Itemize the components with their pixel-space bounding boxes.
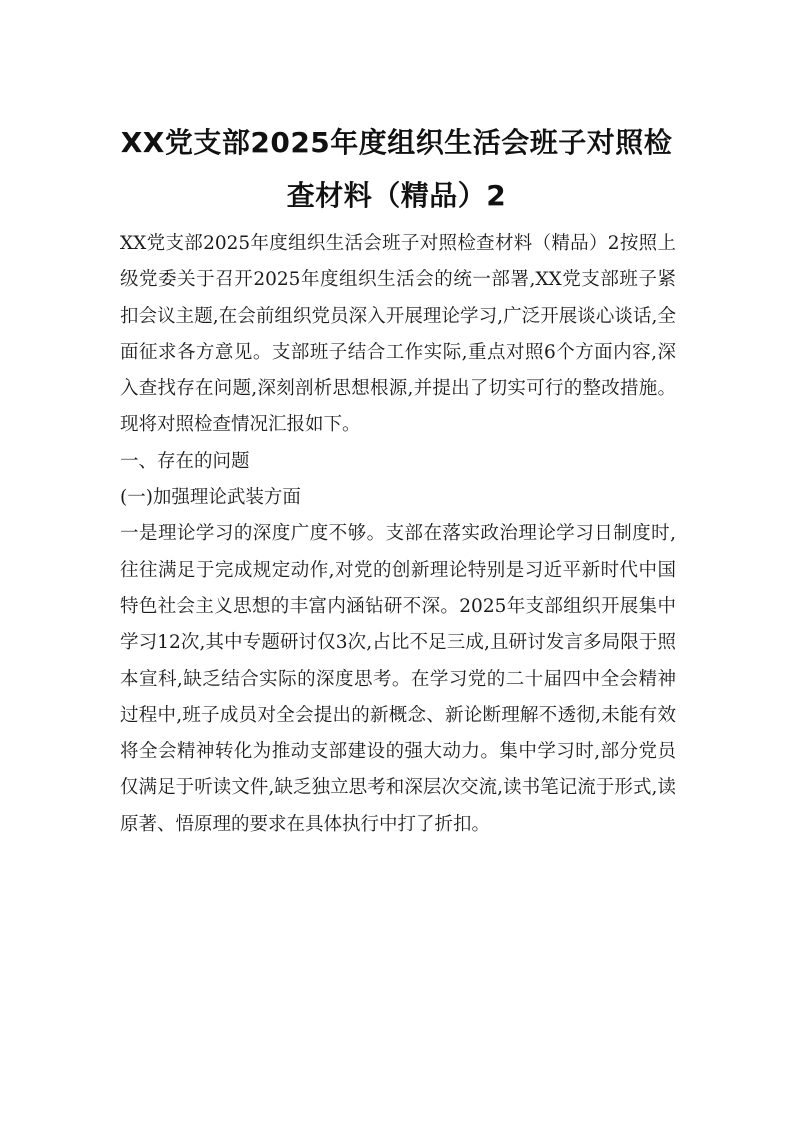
document-title: XX党支部2025年度组织生活会班子对照检查材料（精品）2 [120, 126, 673, 212]
subsection-heading: (一)加强理论武装方面 [120, 487, 301, 509]
section-heading: 一、存在的问题 [120, 450, 250, 472]
body-paragraph: 一是理论学习的深度广度不够。支部在落实政治理论学习日制度时,往往满足于完成规定动作,对党的创新理论特别是习近平新时代中国特色社会主义思想的丰富内涵钻研不深。2025年支部组织开展集中学习12次,其中专题研讨仅3次,占比不足三成,且研讨发言多局限于照本宣科,缺乏结合实际的深度思考。在学习党的二十届四中全会精神过程中,班子成员对全会提出的新概念、新论断理解不透彻,未能有效将全会精神转化为推动支部建设的强大动力。集中学习时,部分党员仅满足于听读文件,缺乏独立思考和深层次交流,读书笔记流于形式,读原著、悟原理的要求在具体执行中打了折扣。 [120, 523, 676, 835]
document-body [120, 226, 676, 843]
intro-paragraph: XX党支部2025年度组织生活会班子对照检查材料（精品）2按照上级党委关于召开2025年度组织生活会的统一部署,XX党支部班子紧扣会议主题,在会前组织党员深入开展理论学习,广泛开展谈心谈话,全面征求各方意见。支部班子结合工作实际,重点对照6个方面内容,深入查找存在问题,深刻剖析思想根源,并提出了切实可行的整改措施。现将对照检查情况汇报如下。 [120, 233, 676, 436]
